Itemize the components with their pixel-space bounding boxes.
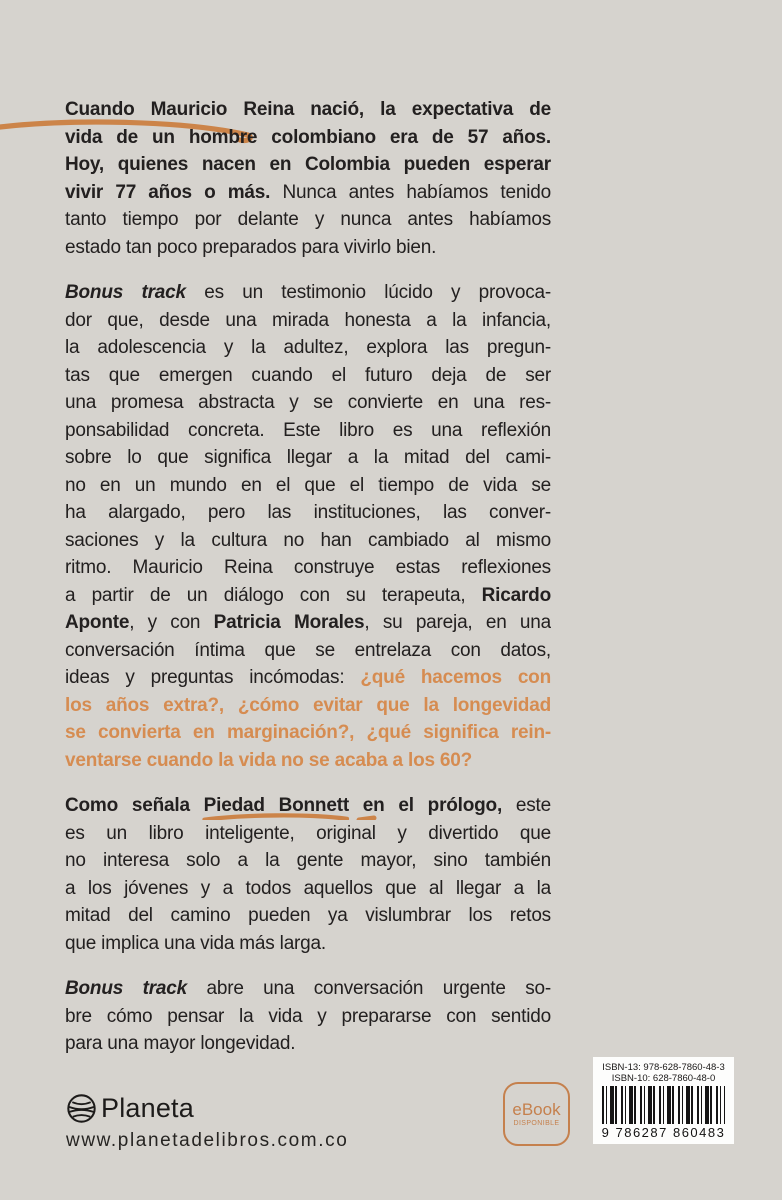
publisher-website: www.planetadelibros.com.co bbox=[66, 1130, 349, 1151]
text-line bbox=[65, 307, 551, 335]
text-line bbox=[65, 444, 551, 472]
text-line bbox=[65, 279, 551, 307]
text-segment: Bonus track bbox=[65, 978, 187, 999]
text-segment: Bonus track bbox=[65, 282, 186, 303]
text-segment: conversación íntima que se entrelaza con datos, bbox=[65, 639, 551, 661]
ebook-label: eBook bbox=[512, 1100, 561, 1119]
text-segment: vida de un hombre colombiano era de 57 años. bbox=[65, 126, 551, 148]
text-line bbox=[65, 96, 551, 124]
text-line bbox=[65, 975, 551, 1003]
text-segment: estado tan poco preparados para vivirlo bien. bbox=[65, 236, 437, 258]
text-line bbox=[65, 747, 551, 775]
text-segment: bre cómo pensar la vida y prepararse con sentido bbox=[65, 1005, 551, 1027]
text-line bbox=[65, 499, 551, 527]
text-segment: , y con bbox=[129, 612, 214, 633]
paragraph bbox=[65, 792, 551, 957]
text-line bbox=[65, 637, 551, 665]
text-line bbox=[65, 609, 551, 637]
text-line bbox=[65, 554, 551, 582]
text-line bbox=[65, 472, 551, 500]
text-segment: es un testimonio lúcido y provoca- bbox=[185, 282, 551, 303]
text-line bbox=[65, 847, 551, 875]
paragraph bbox=[65, 96, 551, 261]
text-segment: es un libro inteligente, original y divertido que bbox=[65, 822, 551, 844]
text-segment: dor que, desde una mirada honesta a la infancia, bbox=[65, 309, 551, 331]
text-segment: sobre lo que significa llegar a la mitad del cami- bbox=[65, 447, 551, 468]
text-segment: Hoy, quienes nacen en Colombia pueden esperar bbox=[65, 154, 551, 175]
text-line bbox=[65, 417, 551, 445]
text-segment: mitad del camino pueden ya vislumbrar los retos bbox=[65, 905, 551, 926]
text-segment: , su pareja, en una bbox=[364, 612, 551, 633]
text-segment: ventarse cuando la vida no se acaba a los 60? bbox=[65, 749, 473, 771]
text-line bbox=[65, 902, 551, 930]
text-segment: ponsabilidad concreta. Este libro es una reflexión bbox=[65, 419, 551, 441]
text-line bbox=[65, 582, 551, 610]
publisher-block bbox=[66, 1093, 348, 1152]
text-segment: que implica una vida más larga. bbox=[65, 932, 326, 954]
barcode-digits: 9 786287 860483 bbox=[601, 1125, 726, 1140]
text-segment: ritmo. Mauricio Reina construye estas reflexiones bbox=[65, 557, 551, 578]
orange-underline-swoosh bbox=[202, 812, 350, 820]
text-segment: Aponte bbox=[65, 612, 130, 633]
text-line bbox=[65, 820, 551, 848]
text-segment: abre una conversación urgente so- bbox=[187, 978, 551, 999]
text-segment: no en un mundo en el que el tiempo de vida se bbox=[65, 474, 551, 496]
text-line bbox=[65, 930, 551, 958]
paragraphs bbox=[65, 96, 551, 1058]
text-line bbox=[65, 692, 551, 720]
text-segment: tanto tiempo por delante y nunca antes habíamos bbox=[65, 209, 551, 230]
isbn13-label: ISBN-13: 978-628-7860-48-3 bbox=[602, 1062, 725, 1073]
text-line bbox=[65, 362, 551, 390]
text-line bbox=[65, 124, 551, 152]
text-line bbox=[65, 719, 551, 747]
isbn-barcode bbox=[593, 1057, 734, 1144]
text-segment: Ricardo bbox=[481, 584, 551, 606]
paragraph bbox=[65, 975, 551, 1058]
text-line bbox=[65, 792, 551, 820]
planeta-logo bbox=[66, 1093, 348, 1124]
text-segment: los años extra?, ¿cómo evitar que la longevidad bbox=[65, 694, 551, 716]
text-line bbox=[65, 179, 551, 207]
text-segment: Cuando Mauricio Reina nació, la expectativa de bbox=[65, 99, 551, 120]
text-line bbox=[65, 389, 551, 417]
isbn10-label: ISBN-10: 628-7860-48-0 bbox=[611, 1073, 716, 1084]
ebook-badge bbox=[503, 1082, 570, 1146]
text-segment: en el prólogo, bbox=[348, 795, 503, 816]
text-segment: Como señala bbox=[65, 795, 204, 816]
orange-underline-dash bbox=[355, 812, 379, 820]
text-segment: tas que emergen cuando el futuro deja de ser bbox=[65, 364, 551, 386]
back-cover-text bbox=[65, 96, 551, 1076]
text-segment: no interesa solo a la gente mayor, sino también bbox=[65, 850, 551, 871]
text-line bbox=[65, 875, 551, 903]
text-line bbox=[65, 664, 551, 692]
ebook-disponible-label: DISPONIBLE bbox=[513, 1120, 560, 1127]
text-segment: ¿qué hacemos con bbox=[360, 667, 551, 688]
text-segment: ha alargado, pero las instituciones, las conver- bbox=[65, 502, 551, 523]
text-line bbox=[65, 334, 551, 362]
text-segment: una promesa abstracta y se convierte en una res- bbox=[65, 392, 551, 413]
globe-icon bbox=[66, 1093, 97, 1124]
publisher-name: Planeta bbox=[101, 1093, 194, 1123]
barcode-bars bbox=[602, 1086, 725, 1124]
text-segment: Nunca antes habíamos tenido bbox=[270, 181, 551, 203]
text-segment: la adolescencia y la adultez, explora las pregun- bbox=[65, 337, 551, 358]
text-segment: ideas y preguntas incómodas: bbox=[65, 667, 361, 688]
text-segment: vivir 77 años o más. bbox=[65, 181, 271, 203]
text-segment: a los jóvenes y a todos aquellos que al llegar a la bbox=[65, 877, 551, 899]
text-line bbox=[65, 1030, 551, 1058]
text-line bbox=[65, 527, 551, 555]
text-segment: se convierta en marginación?, ¿qué significa rein- bbox=[65, 722, 551, 743]
text-line bbox=[65, 1003, 551, 1031]
text-segment: para una mayor longevidad. bbox=[65, 1033, 296, 1054]
text-segment: a partir de un diálogo con su terapeuta, bbox=[65, 584, 482, 606]
text-segment: Patricia Morales bbox=[213, 612, 365, 633]
text-line bbox=[65, 206, 551, 234]
paragraph bbox=[65, 279, 551, 774]
text-line bbox=[65, 234, 551, 262]
text-line bbox=[65, 151, 551, 179]
underlined-name: Piedad Bonnett bbox=[204, 795, 349, 816]
text-segment: este bbox=[502, 795, 551, 816]
text-segment: saciones y la cultura no han cambiado al mismo bbox=[65, 529, 551, 551]
